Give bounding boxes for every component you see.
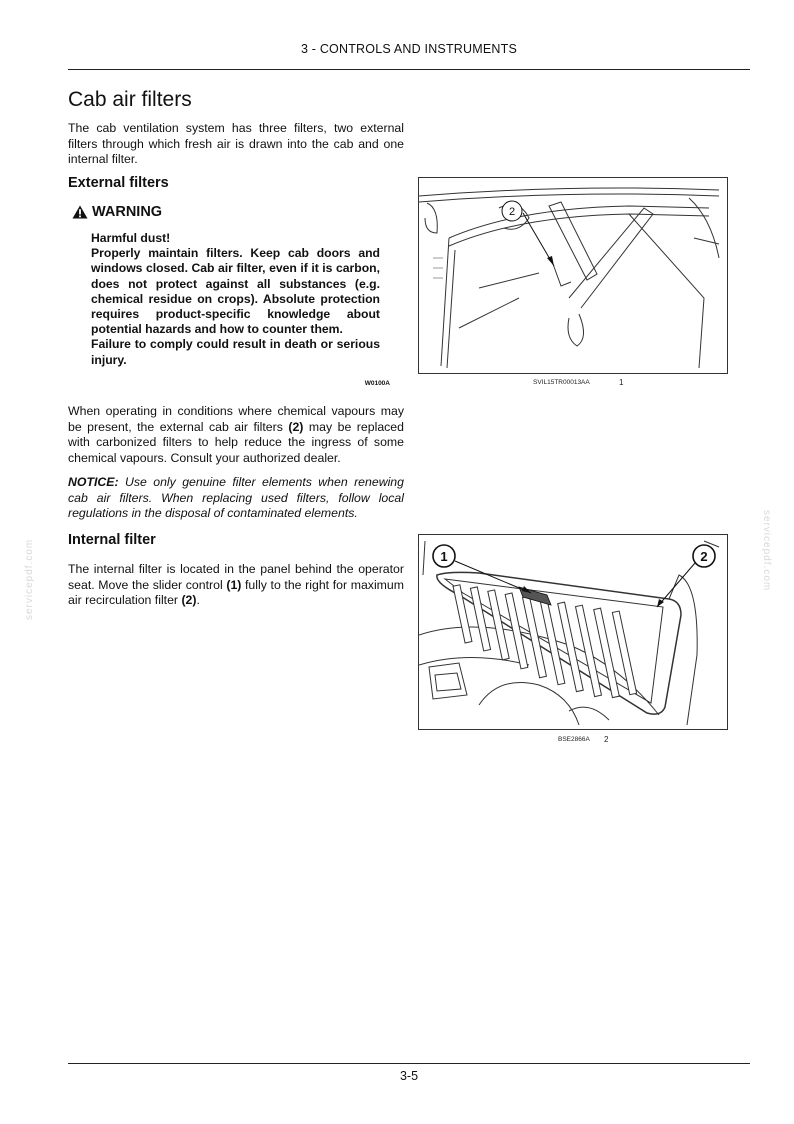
external-paragraph-text-2: may be replaced with carbonized filters to help reduce the ingress of some chemical vapours. Consult your authorized dealer. (68, 419, 404, 465)
warning-body (91, 231, 380, 368)
figure-1-external-filter (418, 177, 728, 374)
internal-paragraph-text-1: The internal filter is located in the panel behind the operator seat. Move the slider control (68, 562, 404, 592)
notice-paragraph (68, 475, 404, 522)
callout-ref-2-internal: (2) (181, 593, 197, 607)
page-number: 3-5 (399, 1069, 419, 1083)
figure-1-number: 1 (619, 378, 624, 387)
figure-2-callout-2: 2 (700, 549, 708, 564)
warning-code: W0100A (364, 380, 390, 387)
section-title: Cab air filters (68, 88, 192, 111)
external-paragraph (68, 404, 404, 466)
warning-label: WARNING (92, 204, 163, 220)
running-header: 3 - CONTROLS AND INSTRUMENTS (300, 42, 518, 56)
notice-block (68, 475, 404, 522)
figure-2-callout-1: 1 (440, 549, 448, 564)
internal-paragraph-text-2: fully to the right for maximum air recirculation filter (68, 577, 405, 607)
warning-text: Properly maintain filters. Keep cab doors and windows closed. Cab air filter, even if it is carbon, does not protect against all substances (e.g. chemical residue on crops). Absolute protection requires product-specific knowledge about potential hazards and how to counter them. (91, 246, 380, 337)
warning-line-1: Harmful dust! (91, 231, 171, 245)
external-paragraph-text-1: When operating in conditions where chemical vapours may be present, the external cab air filters (68, 404, 404, 434)
external-filters-heading: External filters (68, 175, 169, 191)
callout-ref-1: (1) (226, 577, 242, 592)
watermark-left: servicepdf.com (24, 538, 35, 620)
intro-paragraph: The cab ventilation system has three filters, two external filters through which fresh air is drawn into the cab and one internal filter. (68, 121, 404, 166)
figure-2-illustration (419, 535, 727, 729)
figure-1-code: SVIL15TR00013AA (533, 379, 590, 386)
warning-consequence: Failure to comply could result in death or serious injury. (91, 337, 380, 367)
figure-1-callout-2: 2 (508, 206, 516, 218)
internal-filter-heading: Internal filter (68, 532, 156, 548)
notice-text: Use only genuine filter elements when renewing cab air filters. When replacing used filters, follow local regulations in the disposal of contaminated elements. (68, 475, 404, 520)
notice-label: NOTICE: (68, 475, 119, 489)
figure-2-number: 2 (604, 735, 609, 744)
internal-paragraph-text-3: . (196, 593, 200, 607)
callout-ref-2: (2) (288, 419, 304, 434)
figure-2-internal-filter (418, 534, 728, 730)
internal-paragraph (68, 562, 404, 609)
figure-2-code: BSE2866A (558, 736, 590, 743)
intro-block (68, 121, 404, 168)
warning-header (72, 204, 162, 220)
figure-1-illustration (419, 178, 727, 373)
internal-paragraph-block (68, 562, 404, 609)
footer-rule (68, 1063, 750, 1064)
header-rule (68, 69, 750, 70)
external-paragraph-block (68, 404, 404, 466)
watermark-right: servicepdf.com (761, 510, 772, 592)
warning-triangle-icon (72, 205, 88, 219)
